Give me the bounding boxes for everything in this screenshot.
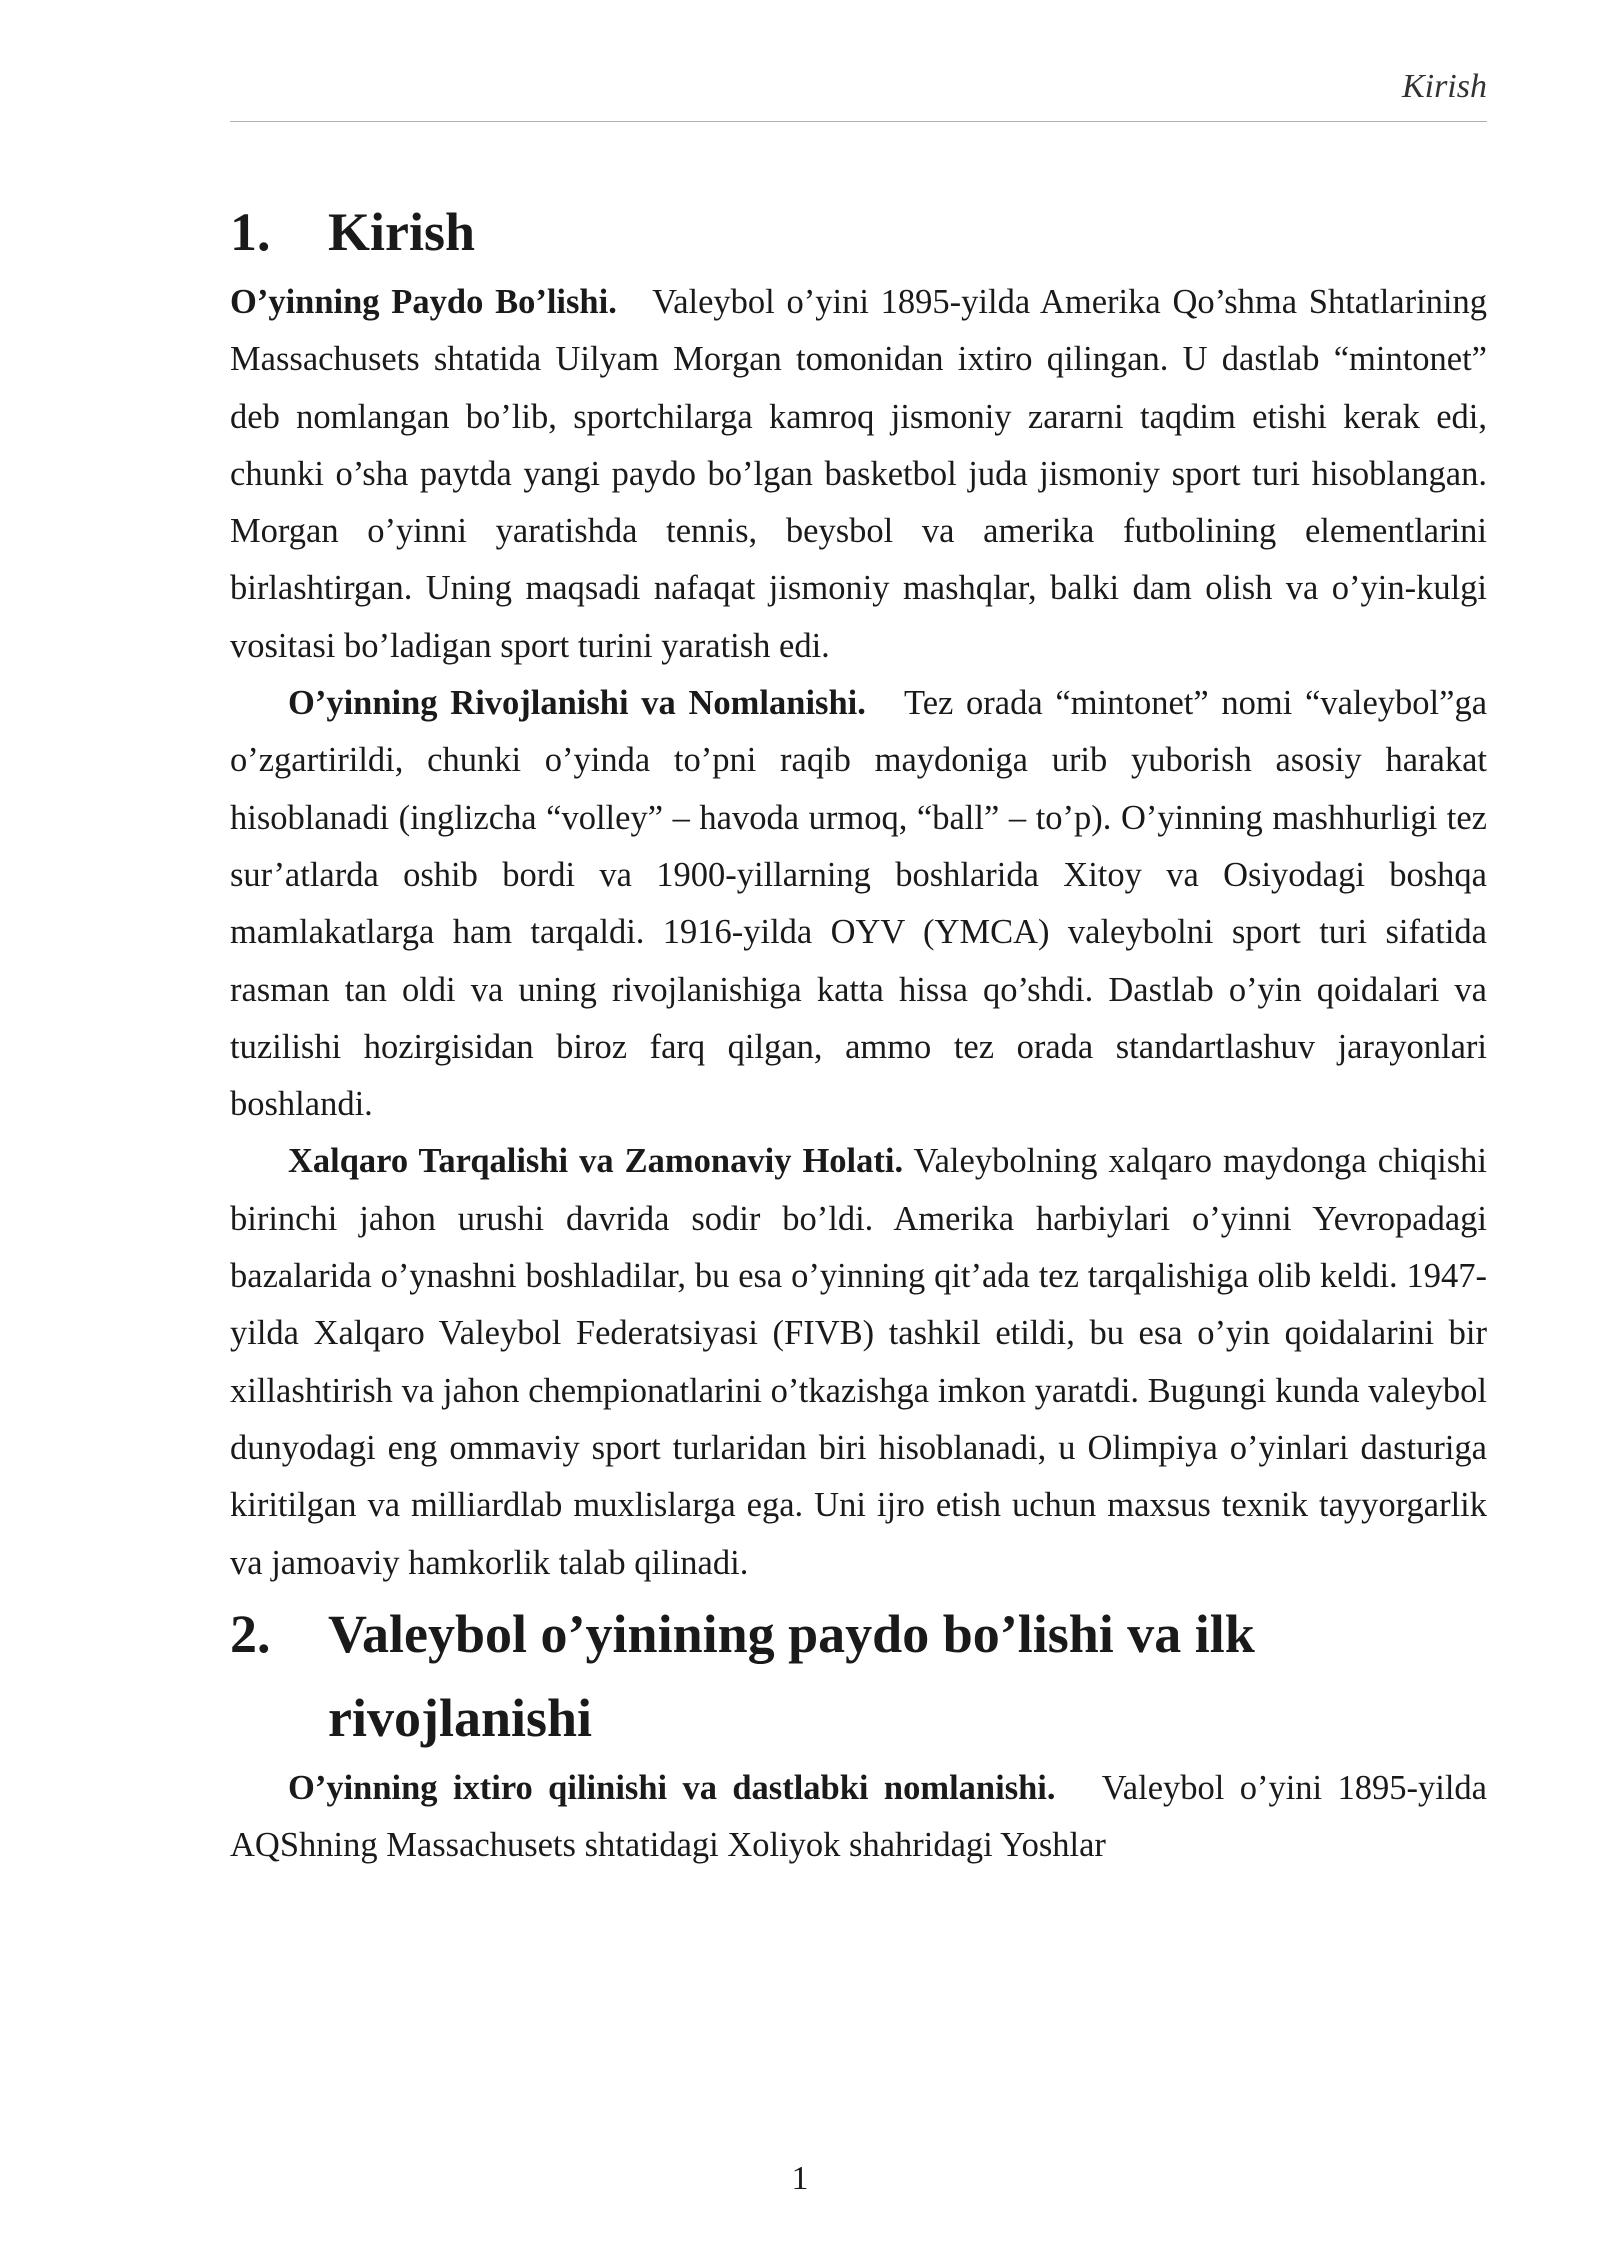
paragraph-text: Valeybol o’yini 1895-yilda Amerika Qo’shma Shtatlarining Massachusets shtatida Uilyam Morgan tomonidan ixtiro qilingan. U dastlab “mintonet” deb nomlangan bo’lib, sportchilarga kamroq jismoniy zararni taqdim etishi kerak edi, chunki o’sha paytda yangi paydo bo’lgan basketbol juda jismoniy sport turi hisoblangan. Morgan o’yinni yaratishda tennis, beysbol va amerika futbolining elementlarini birlashtirgan. Uning maqsadi nafaqat jismoniy mashqlar, balki dam olish va o’yin-kulgi vositasi bo’ladigan sport turini yaratish edi. (230, 283, 1488, 665)
page-content (230, 190, 1487, 1874)
running-header: Kirish (1401, 68, 1487, 105)
paragraph (230, 1760, 1487, 1875)
paragraph-lead: Xalqaro Tarqalishi va Zamonaviy Holati. (288, 1142, 904, 1181)
section-heading-2 (230, 1592, 1487, 1760)
section-number: 1. (230, 202, 271, 262)
section-number: 2. (230, 1603, 271, 1664)
paragraph-lead: O’yinning ixtiro qilinishi va dastlabki nomlanishi. (288, 1768, 1056, 1807)
header-rule (230, 121, 1487, 122)
paragraph-lead: O’yinning Paydo Bo’lishi. (230, 283, 617, 321)
paragraph-text: Valeybolning xalqaro maydonga chiqishi birinchi jahon urushi davrida sodir bo’ldi. Amerika harbiylari o’yinni Yevropadagi bazalarida o’ynashni boshladilar, bu esa o’yinning qit’ada tez tarqalishiga olib keldi. 1947-yilda Xalqaro Valeybol Federatsiyasi (FIVB) tashkil etildi, bu esa o’yin qoidalarini bir xillashtirish va jahon chempionatlarini o’tkazishga imkon yaratdi. Bugungi kunda valeybol dunyodagi eng ommaviy sport turlaridan biri hisoblanadi, u Olimpiya o’yinlari dasturiga kiritilgan va milliardlab muxlislarga ega. Uni ijro etish uchun maxsus texnik tayyorgarlik va jamoaviy hamkorlik talab qilinadi. (230, 1142, 1487, 1582)
paragraph-lead: O’yinning Rivojlanishi va Nomlanishi. (288, 684, 866, 723)
section-heading-1 (230, 190, 1487, 274)
paragraph-text: Tez orada “mintonet” nomi “valeybol”ga o’zgartirildi, chunki o’yinda to’pni raqib maydoniga urib yuborish asosiy harakat hisoblanadi (inglizcha “volley” – havoda urmoq, “ball” – to’p). O’yinning mashhurligi tez sur’atlarda oshib bordi va 1900-yillarning boshlarida Xitoy va Osiyodagi boshqa mamlakatlarga ham tarqaldi. 1916-yilda OYV (YMCA) valeybolni sport turi sifatida rasman tan oldi va uning rivojlanishiga katta hissa qo’shdi. Dastlab o’yin qoidalari va tuzilishi hozirgisidan biroz farq qilgan, ammo tez orada standartlashuv jarayonlari boshlandi. (230, 684, 1488, 1124)
paragraph-text: Valeybol o’yini 1895-yilda AQShning Massachusets shtatidagi Xoliyok shahridagi Yoshlar (230, 1768, 1487, 1865)
paragraph (230, 274, 1487, 675)
page-number: 1 (791, 2160, 809, 2197)
section-title: Kirish (328, 202, 476, 262)
paragraph (230, 675, 1487, 1133)
paragraph (230, 1133, 1487, 1591)
section-title: Valeybol o’yinining paydo bo’lishi va ilk rivojlanishi (328, 1603, 1255, 1748)
